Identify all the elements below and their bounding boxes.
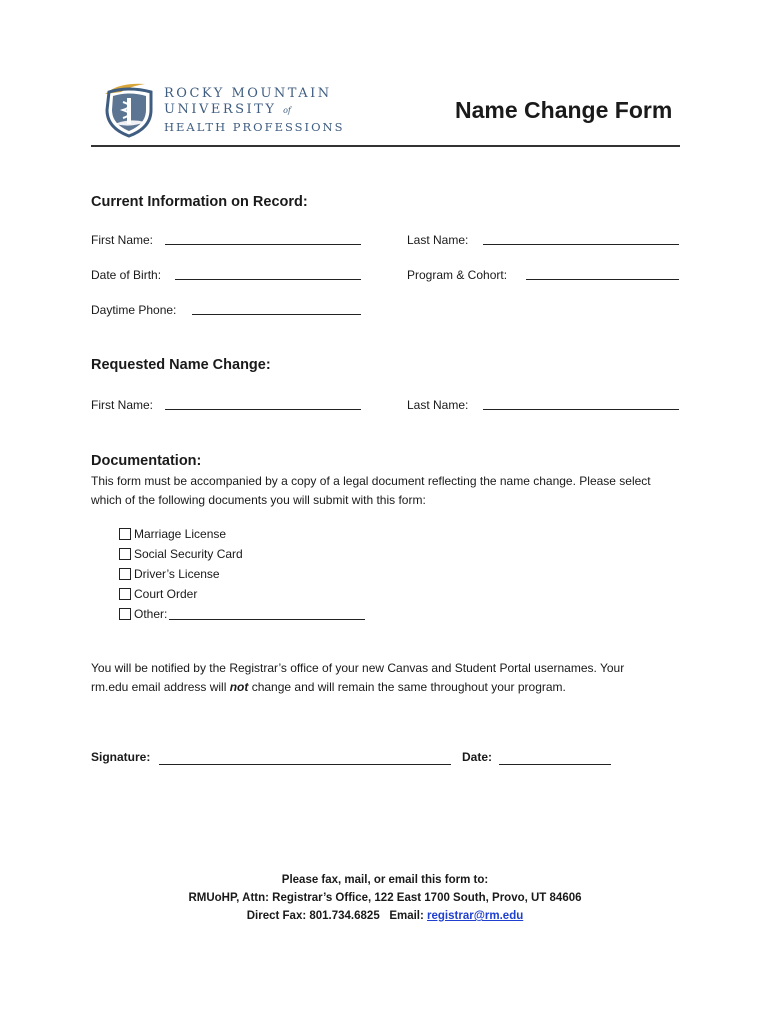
header-divider [91,145,680,147]
requested-change-heading: Requested Name Change: [91,357,271,373]
dob-label: Date of Birth: [91,268,162,282]
signature-label: Signature: [91,750,151,764]
new-last-name-label: Last Name: [407,398,469,412]
other-field[interactable] [169,619,365,620]
phone-label: Daytime Phone: [91,303,177,317]
option-court-order[interactable]: Court Order [119,584,365,604]
page-title: Name Change Form [455,97,673,123]
logo-line2: UNIVERSITY of [164,102,291,117]
current-first-name-field[interactable] [165,244,361,245]
phone-field[interactable] [192,314,361,315]
checkbox[interactable] [119,608,131,620]
documentation-text: This form must be accompanied by a copy of a legal document reflecting the name change. Please select which of the following documents you will submit with this form: [91,474,651,507]
new-first-name-field[interactable] [165,409,361,410]
document-options [119,524,365,624]
current-last-name-field[interactable] [483,244,679,245]
option-marriage-license[interactable]: Marriage License [119,524,365,544]
university-logo-icon [101,80,157,138]
date-field[interactable] [499,764,611,765]
option-other[interactable]: Other: [119,604,365,624]
checkbox[interactable] [119,528,131,540]
current-info-heading: Current Information on Record: [91,194,308,210]
dob-field[interactable] [175,279,361,280]
footer-instructions: Please fax, mail, or email this form to: RMUoHP, Attn: Registrar’s Office, 122 East 1700 South, Provo, UT 84606 Direct Fax: 801.734.6825 Email: registrar@rm.edu [188,874,582,922]
option-social-security-card[interactable]: Social Security Card [119,544,365,564]
option-drivers-license[interactable]: Driver’s License [119,564,365,584]
checkbox[interactable] [119,588,131,600]
program-cohort-label: Program & Cohort: [407,268,508,282]
current-first-name-label: First Name: [91,233,154,247]
current-last-name-label: Last Name: [407,233,469,247]
date-label: Date: [462,750,493,764]
documentation-heading: Documentation: [91,453,202,469]
signature-field[interactable] [159,764,451,765]
checkbox[interactable] [119,548,131,560]
logo-line3: HEALTH PROFESSIONS [164,120,345,134]
checkbox[interactable] [119,568,131,580]
program-cohort-field[interactable] [526,279,679,280]
university-logo-text [164,86,344,135]
new-last-name-field[interactable] [483,409,679,410]
logo-line1: ROCKY MOUNTAIN [164,86,332,101]
username-notice: You will be notified by the Registrar’s office of your new Canvas and Student Portal usernames. Your rm.edu email address will not change and will remain the same throughout your program. [91,661,625,694]
registrar-email-link[interactable]: registrar@rm.edu [427,910,524,922]
new-first-name-label: First Name: [91,398,154,412]
